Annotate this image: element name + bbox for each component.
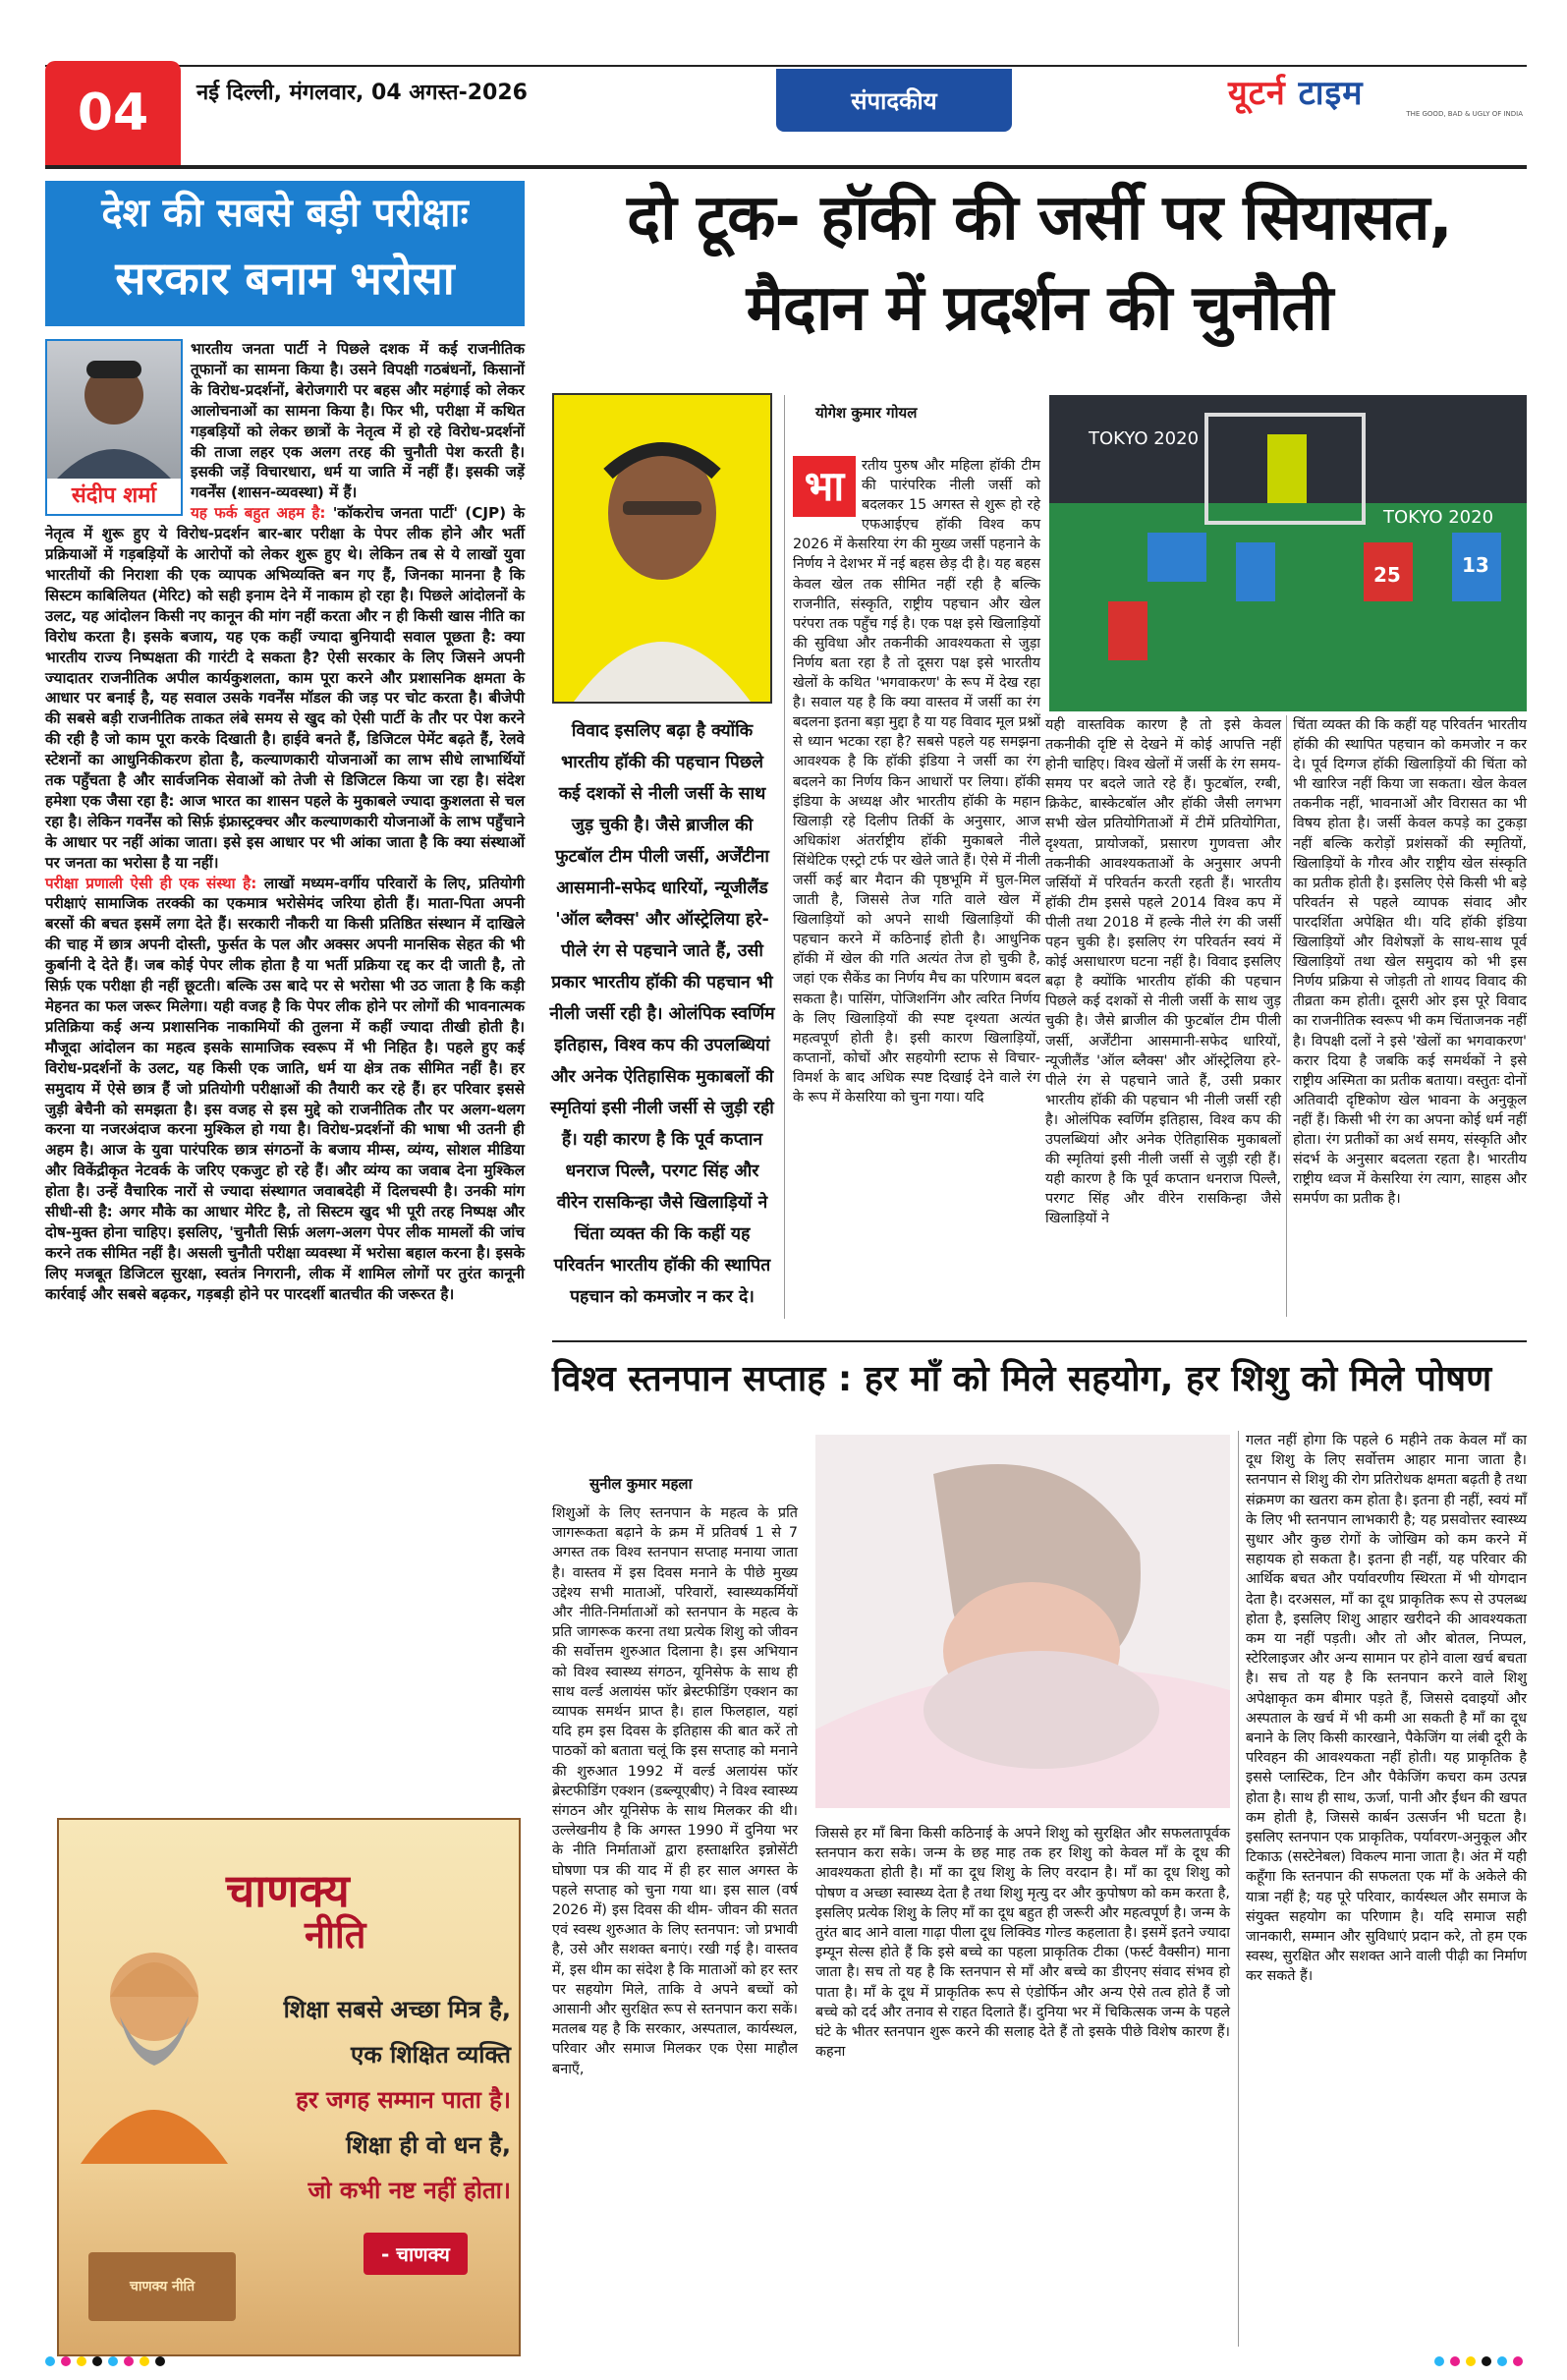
quote-line-4: शिक्षा ही वो धन है, [346, 2131, 511, 2159]
magenta-dot [1513, 2356, 1523, 2366]
breastfeeding-headline: विश्व स्तनपान सप्ताह : हर माँ को मिले सहयोग, हर शिशु को मिले पोषण [552, 1359, 1492, 1399]
main-byline: योगेश कुमार गोयल [815, 404, 918, 422]
cyan-dot [108, 2356, 118, 2366]
quote-line-3: हर जगह सम्मान पाता है। [296, 2086, 511, 2114]
left-para-2: लाखों मध्यम-वर्गीय परिवारों के लिए, प्रतियोगी परीक्षाएं सामाजिक तरक्की का एकमात्र भरोसेमंद जरिया होती हैं। माता-पिता अपनी बरसों की बचत इसमें लगा देते हैं। सरकारी नौकरी या किसी प्रतिष्ठित संस्थान में दाखिले की चाह में छात्र अपनी दोस्ती, फुर्सत के पल और अक्सर अपनी मानसिक सेहत की भी कुर्बानी दे देते हैं। जब कोई पेपर लीक होता है या भर्ती प्रक्रिया रद्द कर दी जाती है, तो सिर्फ़ एक परीक्षा ही नहीं छूटती। बल्कि उस बादे पर से भरोसा भी उठ जाता है कि कड़ी मेहनत का फल जरूर मिलेगा। यही वजह है कि पेपर लीक होने पर लोगों की भावनात्मक प्रतिक्रिया कई अन्य प्रशासनिक नाकामियों की तुलना में कहीं ज्यादा तीखी होती है। मौजूदा आंदोलन का महत्व इसके सामाजिक स्वरूप में भी निहित है। पहले हुए कई विरोध-प्रदर्शनों के उलट, यह किसी एक जाति, धर्म या क्षेत्र तक सीमित नहीं है। हर समुदाय में ऐसे छात्र हैं जो प्रतियोगी परीक्षाओं की तैयारी कर रहे हैं। हर परिवार इससे जुड़ी बेचैनी को समझता है। इस वजह से इस मुद्दे को राजनीतिक तौर पर अलग-थलग करना या नजरअंदाज करना मुश्किल हो गया है। विरोध-प्रदर्शनों की भाषा भी उतनी ही अहम है। आज के युवा पारंपरिक छात्र संगठनों के बजाय मीम्स, व्यंग्य, सोशल मीडिया और विकेंद्रीकृत नेटवर्क के जरिए एकजुट हो रहे हैं। और व्यंग्य का जवाब देना मुश्किल होता है। उन्हें वैचारिक नारों से ज्यादा संस्थागत जवाबदेही में दिलचस्पी है। उनकी मांग सीधी-सी है: अगर मौके का आधार मेरिट है, तो सिस्टम खुद भी पूरी तरह निष्पक्ष और दोष-मुक्त होना चाहिए। इसलिए, 'चुनौती सिर्फ़ अलग-अलग पेपर लीक मामलों की जांच करने तक सीमित नहीं है। असली चुनौती परीक्षा व्यवस्था में भरोसा बहाल करना है। इसके लिए मजबूत डिजिटल सुरक्षा, स्वतंत्र निगरानी, लीक में शामिल लोगों पर तुरंत कानूनी कार्रवाई और सबसे बढ़कर, गड़बड़ी होने पर पारदर्शी बातचीत की जरूरत है। [45, 874, 525, 1303]
jersey-number-25: 25 [1373, 563, 1401, 587]
chanakya-subtitle: नीति [305, 1913, 366, 1956]
yellow-dot [77, 2356, 86, 2366]
breastfeeding-byline: सुनील कुमार महला [589, 1475, 693, 1493]
left-para-1: 'कॉकरोच जनता पार्टी' (CJP) के नेतृत्व में शुरू हुए ये विरोध-प्रदर्शन बार-बार परीक्षा के पेपर लीक होने और भर्ती प्रक्रियाओं में गड़बड़ियों के आरोपों को लेकर शुरू हुए थे। लेकिन तब से ये लाखों युवा भारतीयों की निराशा की एक व्यापक अभिव्यक्ति बन गए हैं, जिनका मानना है कि सिस्टम काबिलियत (मेरिट) को सही इनाम देने में नाकाम हो रहा है। पिछले आंदोलनों के उलट, यह आंदोलन किसी नए कानून की मांग नहीं करता और न ही किसी खास नीति का विरोध करता है। इसके बजाय, यह एक कहीं ज्यादा बुनियादी सवाल पूछता है: क्या भारतीय राज्य निष्पक्षता की गारंटी दे सकता है? ऐसी सरकार के लिए जिसने अपनी ज्यादातर राजनीतिक अपील कार्यकुशलता, काम पूरा करने और प्रशासनिक क्षमता के आधार पर बनाई है, यह सवाल उसके गवर्नेंस मॉडल की जड़ पर चोट करता है। बीजेपी की सबसे बड़ी राजनीतिक ताकत लंबे समय से खुद को ऐसी पार्टी के तौर पर पेश करने की रही है जो काम पूरा करके दिखाती है। हाईवे बनते हैं, डिजिटल पेमेंट बढ़ते हैं, रेलवे स्टेशनों का आधुनिकीकरण होता है, कल्याणकारी योजनाओं का लाभ सीधे लाभार्थियों तक पहुँचता है और सार्वजनिक सेवाओं को तेजी से डिजिटल किया जा रहा है। संदेश हमेशा एक जैसा रहा है: आज भारत का शासन पहले के मुकाबले ज्यादा कुशलता से चल रहा है। लेकिन गवर्नेंस को सिर्फ़ इंफ्रास्ट्रक्चर और कल्याणकारी योजनाओं के लाभ पहुँचाने के आधार पर नहीं आंका जाता। इसे इस आधार पर भी आंका जाता है कि क्या संस्थाओं पर जनता का भरोसा है या नहीं। [45, 504, 525, 872]
cyan-dot [1497, 2356, 1507, 2366]
main-col1-text: रतीय पुरुष और महिला हॉकी टीम की पारंपरिक नीली जर्सी को बदलकर 15 अगस्त से शुरू हो रहे एफआईएच हॉकी विश्व कप 2026 में केसरिया रंग की मुख्य जर्सी पहनाने के निर्णय ने देशभर में नई बहस छेड़ दी है। यह बहस केवल खेल तक सीमित नहीं रही है बल्कि राजनीति, संस्कृति, राष्ट्रीय पहचान और खेल परंपरा तक पहुँच गई है। एक पक्ष इसे खिलाड़ियों की सुविधा और तकनीकी आवश्यकता से जुड़ा निर्णय बता रहा है तो दूसरा पक्ष इसे भारतीय खेलों के कथित 'भगवाकरण' के रूप में देख रहा है। सवाल यह है कि क्या वास्तव में जर्सी का रंग बदलना इतना बड़ा मुद्दा है या यह विवाद मूल प्रश्नों से ध्यान भटका रहा है? सबसे पहले यह समझना आवश्यक है कि हॉकी इंडिया ने जर्सी का रंग बदलने का निर्णय किन आधारों पर लिया। हॉकी इंडिया के अध्यक्ष और भारतीय हॉकी के महान खिलाड़ी रहे दिलीप तिर्की के अनुसार, आज अधिकांश अंतर्राष्ट्रीय हॉकी मुकाबले नीले सिंथेटिक एस्ट्रो टर्फ पर खेले जाते हैं। ऐसे में नीली जर्सी कई बार मैदान की पृष्ठभूमि में घुल-मिल जाती है, जिससे तेज गति वाले खेल में खिलाड़ियों को अपने साथी खिलाड़ियों की पहचान करने में कठिनाई होती है। आधुनिक हॉकी में खेल की गति अत्यंत तेज हो चुकी है, जहां एक सैकेंड का निर्णय मैच का परिणाम बदल सकता है। पासिंग, पोजिशनिंग और त्वरित निर्णय के लिए खिलाड़ियों की स्पष्ट दृश्यता अत्यंत महत्वपूर्ण होती है। इसी कारण खिलाड़ियों, कप्तानों, कोचों और सहयोगी स्टाफ से विचार-विमर्श के बाद अधिक स्पष्ट दिखाई देने वाले रंग के रूप में केसरिया को चुना गया। यदि [793, 458, 1040, 1105]
columnist-photo [552, 393, 772, 704]
magenta-dot [1450, 2356, 1460, 2366]
author-name: संदीप शर्मा [47, 479, 181, 514]
mother-baby-image [815, 1435, 1230, 1808]
section-rule [552, 1340, 1527, 1342]
magenta-dot [124, 2356, 134, 2366]
black-dot [1482, 2356, 1491, 2366]
person-icon [47, 341, 181, 479]
hockey-photo [1049, 395, 1527, 711]
left-subhead-2: परीक्षा प्रणाली ऐसी ही एक संस्था है: [45, 874, 257, 892]
magenta-dot [61, 2356, 71, 2366]
logo-part-a: यूटर्न [1228, 74, 1286, 113]
column-divider [784, 395, 785, 1319]
book-graphic [88, 2252, 236, 2321]
quote-line-5: जो कभी नष्ट नहीं होता। [308, 2177, 511, 2204]
pull-quote: विवाद इसलिए बढ़ा है क्योंकि भारतीय हॉकी की पहचान पिछले कई दशकों से नीली जर्सी के साथ जुड़ चुकी है। जैसे ब्राजील की फुटबॉल टीम पीली जर्सी, अर्जेंटीना आसमानी-सफेद धारियों, न्यूजीलैंड 'ऑल ब्लैक्स' और ऑस्ट्रेलिया हरे-पीले रंग से पहचाने जाते हैं, उसी प्रकार भारतीय हॉकी की पहचान भी नीली जर्सी रही है। ओलंपिक स्वर्णिम इतिहास, विश्व कप की उपलब्धियां और अनेक ऐतिहासिक मुकाबलों की स्मृतियां इसी नीली जर्सी से जुड़ी रही हैं। यही कारण है कि पूर्व कप्तान धनराज पिल्लै, परगट सिंह और वीरेन रासकिन्हा जैसे खिलाड़ियों ने चिंता व्यक्त की कि कहीं यह परिवर्तन भारतीय हॉकी की स्थापित पहचान को कमजोर न कर दे। [549, 721, 775, 1307]
book-label: चाणक्य नीति [129, 2279, 196, 2295]
column-divider [1238, 1431, 1239, 2347]
chanakya-quote [236, 1987, 511, 2213]
jersey-number-13: 13 [1462, 553, 1489, 577]
person-icon [554, 395, 770, 702]
photo-text-2: TOKYO 2020 [1383, 507, 1494, 528]
chanakya-niti-box [57, 1818, 521, 2356]
left-article-body [45, 339, 525, 1798]
hockey-match-image [1049, 395, 1527, 711]
breastfeeding-column-3: गलत नहीं होगा कि पहले 6 महीने तक केवल माँ का दूध शिशु के लिए सर्वोत्तम आहार माना जाता है। स्तनपान से शिशु की रोग प्रतिरोधक क्षमता बढ़ती है तथा संक्रमण का खतरा कम होता है। इतना ही नहीं, स्वयं माँ के लिए भी स्तनपान लाभकारी है; यह प्रसवोत्तर स्वास्थ्य सुधार और कुछ रोगों के जोखिम को कम करने में सहायक हो सकता है। इतना ही नहीं, यह परिवार की आर्थिक बचत और पर्यावरणीय स्थिरता में भी योगदान देता है। दरअसल, माँ का दूध प्राकृतिक रूप से उपलब्ध होता है, इसलिए शिशु आहार खरीदने की आवश्यकता कम या नहीं पड़ती। और तो और बोतल, निप्पल, स्टेरिलाइजर और अन्य सामान पर होने वाला खर्च बचता है। सच तो यह है कि स्तनपान करने वाले शिशु अपेक्षाकृत कम बीमार पड़ते हैं, जिससे दवाइयों और अस्पताल के खर्च में भी कमी आ सकती है माँ का दूध बनाने के लिए किसी कारखाने, पैकेजिंग या लंबी दूरी के परिवहन की आवश्यकता नहीं होती। यह प्राकृतिक है इससे प्लास्टिक, टिन और पैकेजिंग कचरा कम उत्पन्न होता है। साथ ही साथ, ऊर्जा, पानी और ईंधन की खपत कम होती है, जिससे कार्बन उत्सर्जन भी घटता है। इसलिए स्तनपान एक प्राकृतिक, पर्यावरण-अनुकूल और टिकाऊ (सस्टेनेबल) विकल्प माना जाता है। अंत में यही कहूँगा कि स्तनपान की सफलता एक माँ के अकेले की यात्रा नहीं है; यह पूरे परिवार, कार्यस्थल और समाज के संयुक्त सहयोग का परिणाम है। यदि समाज सही जानकारी, सम्मान और सुविधाएं प्रदान करे, तो हम एक स्वस्थ, सुरक्षित और सशक्त आने वाली पीढ़ी का निर्माण कर सकते हैं। [1246, 1433, 1527, 1985]
section-label: संपादकीय [776, 69, 1012, 132]
cyan-dot [45, 2356, 55, 2366]
column-divider [1286, 715, 1287, 1317]
main-headline [552, 173, 1527, 369]
photo-text-1: TOKYO 2020 [1089, 428, 1200, 449]
chanakya-author: - चाणक्य [364, 2233, 468, 2275]
main-headline-line2: मैदान में प्रदर्शन की चुनौती [746, 272, 1333, 345]
left-subhead-1: यह फर्क बहुत अहम है: [191, 504, 326, 523]
breastfeeding-column-1: शिशुओं के लिए स्तनपान के महत्व के प्रति जागरूकता बढ़ाने के क्रम में प्रतिवर्ष 1 से 7 अगस्त तक विश्व स्तनपान सप्ताह मनाया जाता है। वास्तव में इस दिवस मनाने के पीछे मुख्य उद्देश्य सभी माताओं, परिवारों, स्वास्थ्यकर्मियों और नीति-निर्माताओं को स्तनपान के महत्व के प्रति जागरूक करना तथा प्रत्येक शिशु को जीवन की सर्वोत्तम शुरुआत दिलाना है। इस अभियान को विश्व स्वास्थ्य संगठन, यूनिसेफ के साथ ही साथ वर्ल्ड अलायंस फॉर ब्रेस्टफीडिंग एक्शन का व्यापक समर्थन प्राप्त है। हाल फिलहाल, यहां यदि हम इस दिवस के इतिहास की बात करें तो पाठकों को बताता चलूं कि इस सप्ताह को मनाने की शुरुआत 1992 में वर्ल्ड अलायंस फॉर ब्रेस्टफीडिंग एक्शन (डब्ल्यूएबीए) ने विश्व स्वास्थ्य संगठन और यूनिसेफ के साथ मिलकर की थी। उल्लेखनीय है कि अगस्त 1990 में दुनिया भर के नीति निर्माताओं द्वारा हस्ताक्षरित इन्नोसेंटी घोषणा पत्र की याद में ही हर साल अगस्त के पहले सप्ताह को चुना गया था। इस साल (वर्ष 2026 में) इस दिवस की थीम- जीवन की सतत एवं स्वस्थ शुरुआत के लिए स्तनपान: जो प्रभावी है, उसे और सशक्त बनाएं। रखी गई है। वास्तव में, इस थीम का संदेश है कि माताओं को हर स्तर पर सहयोग मिले, ताकि वे अपने बच्चों को आसानी और सुरक्षित रूप से स्तनपान करा सकें। मतलब यह है कि सरकार, अस्पताल, कार्यस्थल, परिवार और समाज मिलकर एक ऐसा माहौल बनाएँ, [552, 1505, 798, 2077]
left-intro: भारतीय जनता पार्टी ने पिछले दशक में कई राजनीतिक तूफानों का सामना किया है। उसने विपक्षी गठबंधनों, किसानों के विरोध-प्रदर्शनों, बेरोजगारी पर बहस और महंगाई को लेकर आलोचनाओं का सामना किया है। फिर भी, परीक्षा में कथित गड़बड़ियों को लेकर छात्रों के नेतृत्व में हो रहे विरोध-प्रदर्शनों की ताजा लहर एक अलग तरह की चुनौती पेश करती है। इसकी जड़ें विचारधारा, धर्म या जाति में नहीं हैं। इसकी जड़ें गवर्नेंस (शासन-व्यवस्था) में हैं। [191, 340, 525, 502]
print-registration-dots [45, 2356, 165, 2368]
logo-part-b: टाइम [1285, 74, 1364, 113]
chanakya-portrait-icon [81, 1938, 228, 2164]
quote-line-2: एक शिक्षित व्यक्ति [351, 2041, 511, 2068]
cyan-dot [1434, 2356, 1444, 2366]
dateline: नई दिल्ली, मंगलवार, 04 अगस्त-2026 [196, 81, 528, 105]
mother-baby-photo [815, 1435, 1230, 1808]
main-headline-line1: दो टूक- हॉकी की जर्सी पर सियासत, [627, 182, 1452, 255]
main-column-1 [793, 456, 1040, 1321]
top-rule [45, 65, 1527, 67]
left-headline-line1: देश की सबसे बड़ी परीक्षाः [101, 191, 469, 236]
yellow-dot [140, 2356, 149, 2366]
left-headline-line2: सरकार बनाम भरोसा [115, 252, 455, 305]
main-column-2: यही वास्तविक कारण है तो इसे केवल तकनीकी दृष्टि से देखने में कोई आपत्ति नहीं होनी चाहिए। विश्व खेलों में जर्सी के रंग समय-समय पर बदले जाते रहे हैं। फुटबॉल, रग्बी, क्रिकेट, बास्केटबॉल और हॉकी जैसी लगभग सभी खेल प्रतियोगिताओं में टीमें प्रतियोगिता, दृश्यता, प्रायोजकों, प्रसारण गुणवत्ता और तकनीकी आवश्यकताओं के अनुसार अपनी जर्सियों में परिवर्तन करती रहती हैं। भारतीय हॉकी टीम इससे पहले 2014 विश्व कप में पीली तथा 2018 में हल्के नीले रंग की जर्सी पहन चुकी है। इसलिए रंग परिवर्तन स्वयं में कोई असाधारण घटना नहीं है। विवाद इसलिए बढ़ा है क्योंकि भारतीय हॉकी की पहचान पिछले कई दशकों से नीली जर्सी के साथ जुड़ चुकी है। जैसे ब्राजील की फुटबॉल टीम पीली जर्सी, अर्जेंटीना आसमानी-सफेद धारियों, न्यूजीलैंड 'ऑल ब्लैक्स' और ऑस्ट्रेलिया हरे-पीले रंग से पहचाने जाते हैं, उसी प्रकार भारतीय हॉकी की पहचान भी नीली जर्सी रही है। ओलंपिक स्वर्णिम इतिहास, विश्व कप की उपलब्धियां और अनेक ऐतिहासिक मुकाबलों की स्मृतियां इसी नीली जर्सी से जुड़ी रही हैं। यही कारण है कि पूर्व कप्तान धनराज पिल्लै, परगट सिंह और वीरेन रासकिन्हा जैसे खिलाड़ियों ने [1045, 717, 1281, 1227]
page-number: 04 [45, 61, 181, 165]
black-dot [92, 2356, 102, 2366]
print-registration-dots [1434, 2356, 1523, 2368]
main-column-3: चिंता व्यक्त की कि कहीं यह परिवर्तन भारतीय हॉकी की स्थापित पहचान को कमजोर न कर दे। पूर्व दिग्गज हॉकी खिलाड़ियों की चिंता को भी खारिज नहीं किया जा सकता। खेल केवल तकनीक नहीं, भावनाओं और विरासत का भी विषय होता है। जर्सी केवल कपड़े का टुकड़ा नहीं बल्कि करोड़ों प्रशंसकों की स्मृतियों, खिलाड़ियों के गौरव और राष्ट्रीय खेल संस्कृति का प्रतीक होती है। इसलिए ऐसे किसी भी बड़े परिवर्तन से पहले व्यापक संवाद और पारदर्शिता अपेक्षित थी। यदि हॉकी इंडिया खिलाड़ियों और विशेषज्ञों के साथ-साथ पूर्व खिलाड़ियों तथा खेल समुदाय को भी इस निर्णय प्रक्रिया से जोड़ती तो शायद विवाद की तीव्रता कम होती। दूसरी ओर इस पूरे विवाद का राजनीतिक स्वरूप भी कम चिंताजनक नहीं है। विपक्षी दलों ने इसे 'खेलों का भगवाकरण' करार दिया है जबकि कई समर्थकों ने इसे राष्ट्रीय अस्मिता का प्रतीक बताया। वस्तुतः दोनों अतिवादी दृष्टिकोण खेल भावना के अनुकूल नहीं हैं। किसी भी रंग का अपना कोई धर्म नहीं होता। रंग प्रतीकों का अर्थ समय, संस्कृति और संदर्भ के अनुसार बदलता रहता है। भारतीय राष्ट्रीय ध्वज में केसरिया रंग त्याग, साहस और समर्पण का प्रतीक है। [1293, 717, 1528, 1208]
left-article-headline [45, 181, 525, 326]
logo-tagline: THE GOOD, BAD & UGLY OF INDIA [1406, 110, 1523, 118]
yellow-dot [1466, 2356, 1476, 2366]
newspaper-logo [1228, 69, 1523, 138]
masthead-rule [45, 165, 1527, 169]
quote-line-1: शिक्षा सबसे अच्छा मित्र है, [283, 1996, 511, 2023]
chanakya-title: चाणक्य [226, 1864, 350, 1917]
author-photo [45, 339, 183, 516]
breastfeeding-column-2: जिससे हर माँ बिना किसी कठिनाई के अपने शिशु को सुरक्षित और सफलतापूर्वक स्तनपान करा सके। जन्म के छह माह तक हर शिशु को केवल माँ के दूध की आवश्यकता होती है। माँ का दूध शिशु के लिए वरदान है। माँ का दूध शिशु को पोषण व अच्छा स्वास्थ्य देता है तथा शिशु मृत्यु दर और कुपोषण को कम करता है, इसलिए प्रत्येक शिशु के लिए माँ का दूध बहुत ही जरूरी और महत्वपूर्ण है। जन्म के तुरंत बाद आने वाला गाढ़ा पीला दूध लिक्विड गोल्ड कहलाता है। इसमें इतने ज्यादा इम्यून सेल्स होते हैं कि इसे बच्चे का पहला प्राकृतिक टीका (फर्स्ट वैक्सीन) माना जाता है। सच तो यह है कि स्तनपान से माँ और बच्चे का डीएनए संवाद संभव हो पाता है। माँ के दूध में प्राकृतिक रूप से एंडोर्फिन और अन्य ऐसे तत्व होते हैं जो बच्चे को दर्द और तनाव से राहत दिलाते हैं। दुनिया भर में चिकित्सक जन्म के पहले घंटे के भीतर स्तनपान शुरू करने की सलाह देते हैं तो इसके पीछे विशेष कारण हैं। कहना [815, 1826, 1230, 2061]
black-dot [155, 2356, 165, 2366]
drop-cap: भा [793, 456, 856, 517]
